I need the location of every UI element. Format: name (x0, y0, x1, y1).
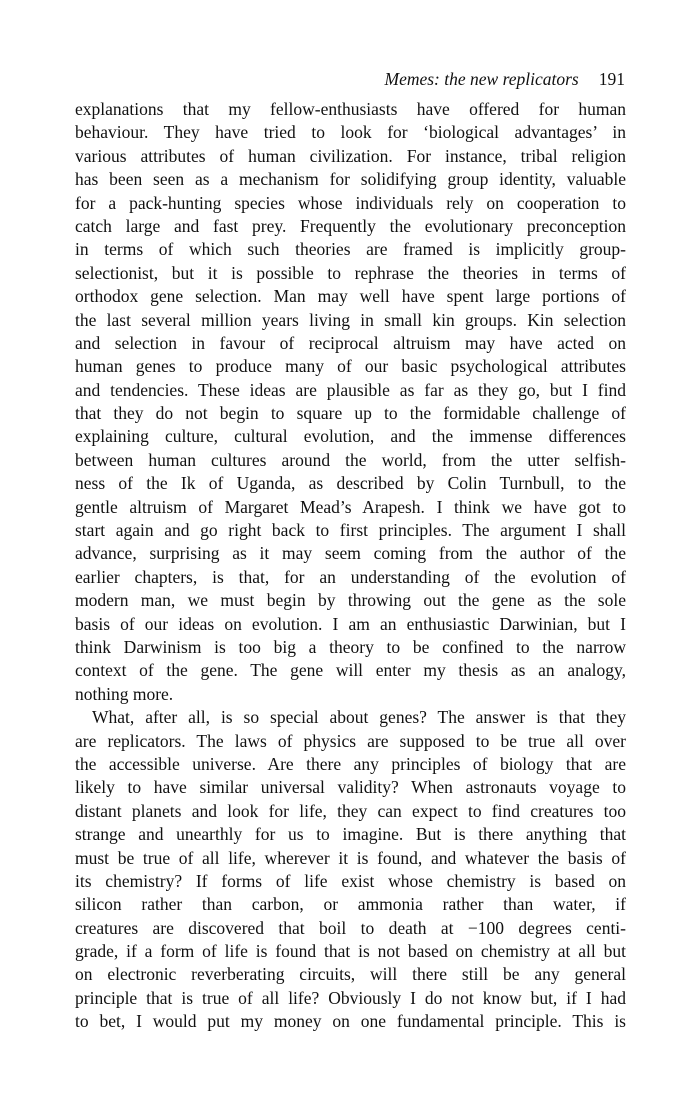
text-line: in terms of which such theories are framed is implicitly group- (75, 239, 626, 260)
text-line: orthodox gene selection. Man may well have spent large portions of (75, 286, 626, 307)
text-line: must be true of all life, wherever it is found, and whatever the basis of (75, 847, 626, 868)
text-line: basis of our ideas on evolution. I am an enthusiastic Darwinian, but I (75, 613, 626, 634)
text-line: explanations that my fellow-enthusiasts have offered for human (75, 99, 626, 119)
page-number: 191 (598, 69, 625, 89)
running-title: Memes: the new replicators (384, 69, 579, 89)
text-line: the last several million years living in small kin groups. Kin selection (75, 309, 626, 330)
text-line: selectionist, but it is possible to rephrase the theories in terms of (75, 262, 626, 283)
text-line: are replicators. The laws of physics are supposed to be true all over (75, 730, 626, 751)
text-line: the accessible universe. Are there any principles of biology that are (75, 753, 626, 774)
paragraph-1 (75, 98, 626, 706)
text-line: nothing more. (75, 683, 174, 704)
text-line: principle that is true of all life? Obviously I do not know but, if I had (75, 987, 626, 1008)
running-head (75, 66, 625, 92)
text-line: various attributes of human civilization. For instance, tribal religion (75, 145, 626, 166)
text-line: and tendencies. These ideas are plausible as far as they go, but I find (75, 379, 626, 400)
text-line: catch large and fast prey. Frequently the evolutionary preconception (75, 215, 626, 236)
text-line: start again and go right back to first principles. The argument I shall (75, 520, 626, 541)
text-line: gentle altruism of Margaret Mead’s Arapesh. I think we have got to (75, 496, 626, 517)
text-line: creatures are discovered that boil to death at −100 degrees centi- (75, 917, 626, 938)
text-line: think Darwinism is too big a theory to be confined to the narrow (75, 636, 626, 657)
text-line: its chemistry? If forms of life exist whose chemistry is based on (75, 870, 626, 891)
text-line: and selection in favour of reciprocal altruism may have acted on (75, 332, 626, 353)
text-line: behaviour. They have tried to look for ‘biological advantages’ in (75, 122, 626, 143)
text-line: What, after all, is so special about genes? The answer is that they (92, 707, 626, 728)
text-line: on electronic reverberating circuits, will there still be any general (75, 964, 626, 985)
text-line: ness of the Ik of Uganda, as described by Colin Turnbull, to the (75, 473, 626, 494)
text-line: between human cultures around the world, from the utter selfish- (75, 449, 626, 470)
text-line: earlier chapters, is that, for an understanding of the evolution of (75, 566, 626, 587)
text-line: likely to have similar universal validity? When astronauts voyage to (75, 777, 626, 798)
text-line: that they do not begin to square up to the formidable challenge of (75, 403, 626, 424)
text-line: explaining culture, cultural evolution, and the immense differences (75, 426, 626, 447)
text-line: modern man, we must begin by throwing out the gene as the sole (75, 590, 626, 611)
text-line: strange and unearthly for us to imagine. But is there anything that (75, 824, 626, 845)
text-line: distant planets and look for life, they can expect to find creatures too (75, 800, 626, 821)
body-text (75, 98, 626, 1034)
text-line: advance, surprising as it may seem coming from the author of the (75, 543, 626, 564)
text-line: human genes to produce many of our basic psychological attributes (75, 356, 626, 377)
text-line: grade, if a form of life is found that is not based on chemistry at all but (75, 941, 626, 962)
text-line: context of the gene. The gene will enter my thesis as an analogy, (75, 660, 626, 681)
text-line: has been seen as a mechanism for solidifying group identity, valuable (75, 169, 626, 190)
text-line: for a pack-hunting species whose individuals rely on cooperation to (75, 192, 626, 213)
text-line: to bet, I would put my money on one fundamental principle. This is (75, 1011, 626, 1032)
paragraph-2 (75, 706, 626, 1033)
text-line: silicon rather than carbon, or ammonia rather than water, if (75, 894, 626, 915)
